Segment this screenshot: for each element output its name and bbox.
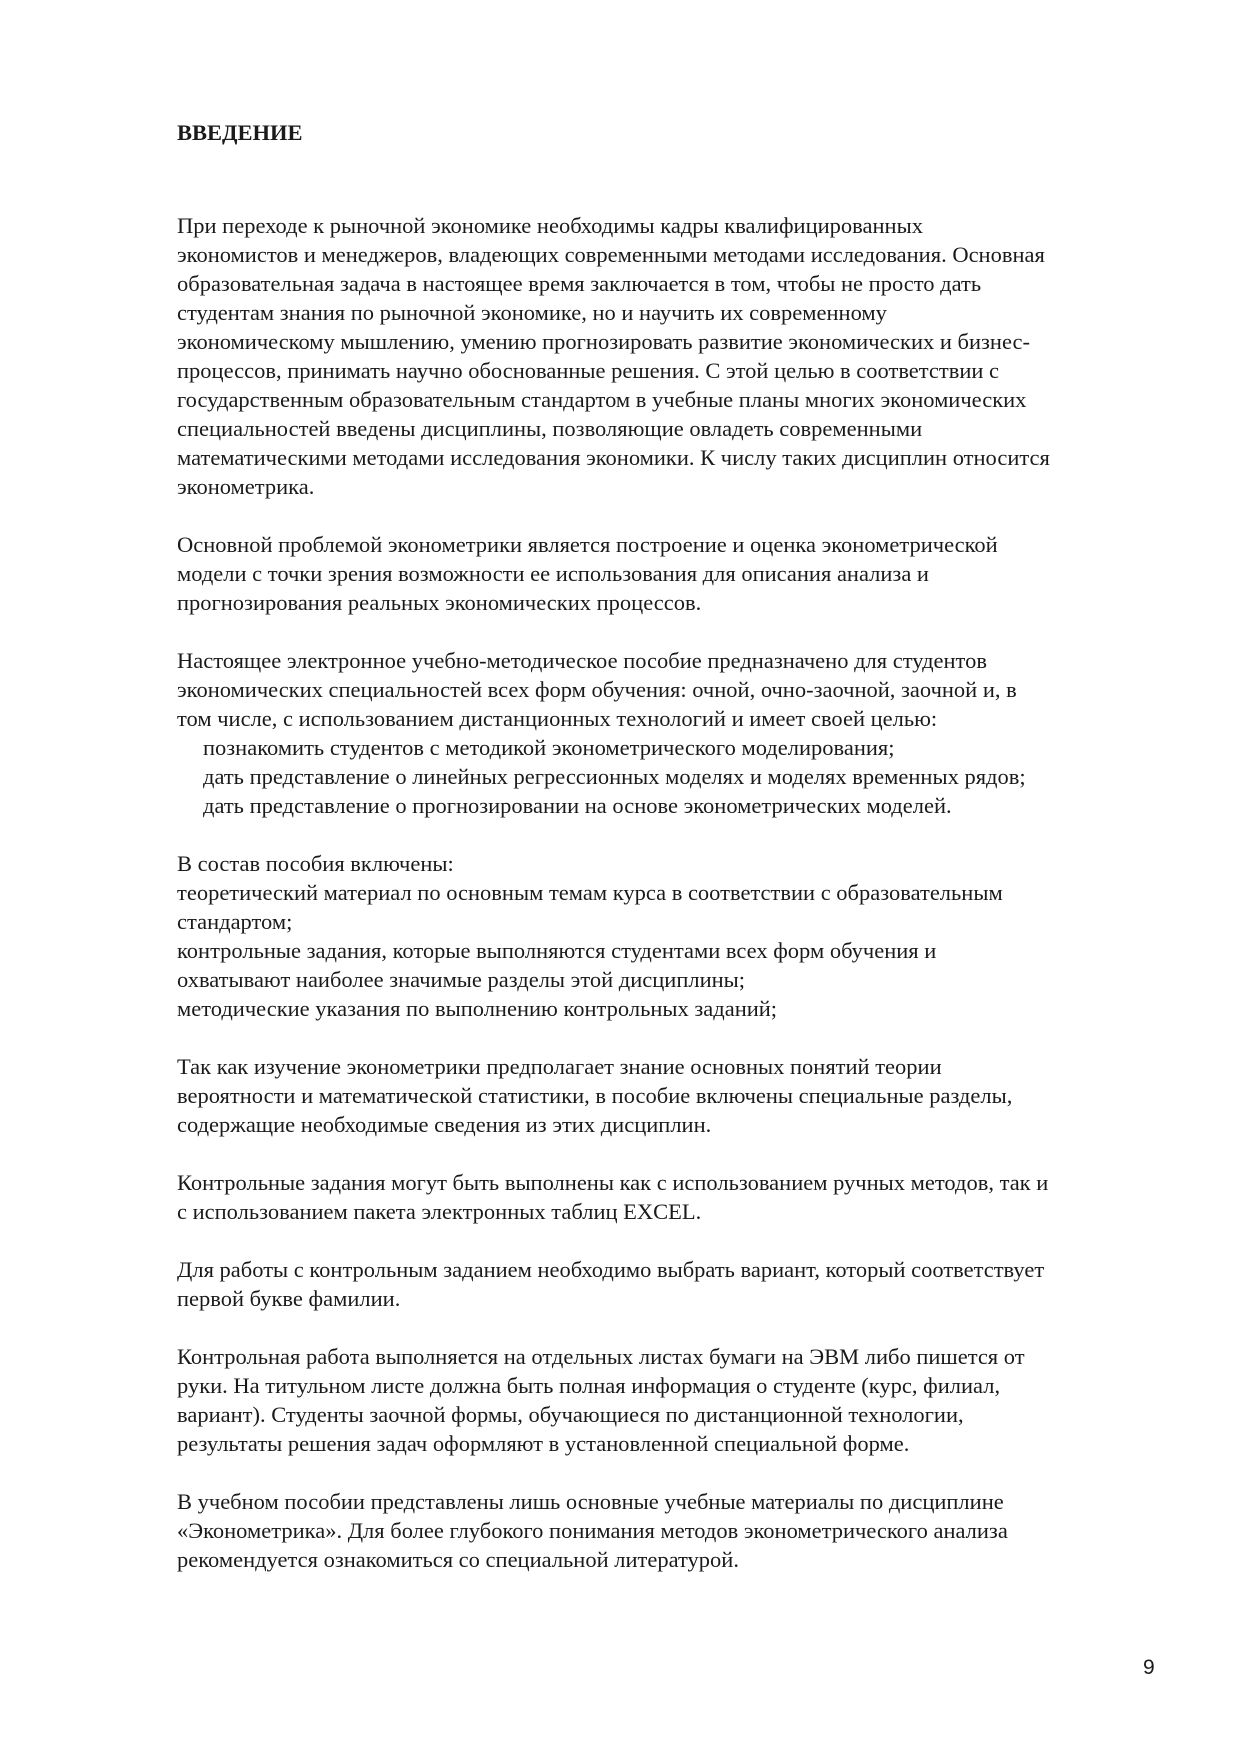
paragraph <box>177 530 1162 617</box>
text-line: руки. На титульном листе должна быть полная информация о студенте (курс, филиал, <box>177 1373 1001 1398</box>
paragraph <box>177 1052 1162 1139</box>
text-line: математическими методами исследования экономики. К числу таких дисциплин относится <box>177 445 1050 470</box>
paragraph <box>177 1168 1162 1226</box>
text-line: эконометрика. <box>177 474 315 499</box>
paragraph-gap <box>177 1139 1162 1168</box>
paragraph-gap <box>177 1313 1162 1342</box>
paragraph <box>177 1487 1162 1574</box>
paragraph-gap <box>177 820 1162 849</box>
text-line: том числе, с использованием дистанционных технологий и имеет своей целью: <box>177 706 938 731</box>
text-line: Так как изучение эконометрики предполагает знание основных понятий теории <box>177 1054 942 1079</box>
text-line: экономических специальностей всех форм обучения: очной, очно-заочной, заочной и, в <box>177 677 1017 702</box>
text-line: «Эконометрика». Для более глубокого понимания методов эконометрического анализа <box>177 1518 1008 1543</box>
text-line: методические указания по выполнению контрольных заданий; <box>177 996 778 1021</box>
text-line: образовательная задача в настоящее время заключается в том, чтобы не просто дать <box>177 271 982 296</box>
paragraph <box>177 211 1162 501</box>
text-line: вероятности и математической статистики, в пособие включены специальные разделы, <box>177 1083 1013 1108</box>
paragraph <box>177 849 1162 1023</box>
paragraph-gap <box>177 501 1162 530</box>
text-line: с использованием пакета электронных таблиц EXCEL. <box>177 1199 702 1224</box>
list-item: познакомить студентов с методикой эконометрического моделирования; <box>203 735 895 760</box>
text-line: охватывают наиболее значимые разделы этой дисциплины; <box>177 967 746 992</box>
text-line: Основной проблемой эконометрики является построение и оценка эконометрической <box>177 532 998 557</box>
text-line: При переходе к рыночной экономике необходимы кадры квалифицированных <box>177 213 923 238</box>
text-line: студентам знания по рыночной экономике, но и научить их современному <box>177 300 887 325</box>
text-line: Контрольная работа выполняется на отдельных листах бумаги на ЭВМ либо пишется от <box>177 1344 1025 1369</box>
text-line: контрольные задания, которые выполняются студентами всех форм обучения и <box>177 938 937 963</box>
paragraph <box>177 1342 1162 1458</box>
paragraph <box>177 1255 1162 1313</box>
text-line: экономистов и менеджеров, владеющих современными методами исследования. Основная <box>177 242 1045 267</box>
text-line: содержащие необходимые сведения из этих дисциплин. <box>177 1112 712 1137</box>
body-text <box>177 211 1162 1574</box>
text-line: государственным образовательным стандартом в учебные планы многих экономических <box>177 387 1027 412</box>
text-line: стандартом; <box>177 909 293 934</box>
text-line: результаты решения задач оформляют в установленной специальной форме. <box>177 1431 910 1456</box>
text-line: Контрольные задания могут быть выполнены как с использованием ручных методов, так и <box>177 1170 1049 1195</box>
list-item: дать представление о прогнозировании на основе эконометрических моделей. <box>203 793 952 818</box>
text-line: Для работы с контрольным заданием необходимо выбрать вариант, который соответствует <box>177 1257 1045 1282</box>
section-heading: ВВЕДЕНИЕ <box>177 120 303 145</box>
paragraph-gap <box>177 1023 1162 1052</box>
text-line: модели с точки зрения возможности ее использования для описания анализа и <box>177 561 929 586</box>
text-line: Настоящее электронное учебно-методическое пособие предназначено для студентов <box>177 648 987 673</box>
spacer <box>177 147 1162 211</box>
text-line: прогнозирования реальных экономических процессов. <box>177 590 702 615</box>
text-line: первой букве фамилии. <box>177 1286 401 1311</box>
list-item: дать представление о линейных регрессионных моделях и моделях временных рядов; <box>203 764 1026 789</box>
text-line: В состав пособия включены: <box>177 851 454 876</box>
paragraph-gap <box>177 617 1162 646</box>
text-line: В учебном пособии представлены лишь основные учебные материалы по дисциплине <box>177 1489 1004 1514</box>
text-line: рекомендуется ознакомиться со специальной литературой. <box>177 1547 739 1572</box>
paragraph-gap <box>177 1458 1162 1487</box>
page-number: 9 <box>1143 1656 1155 1679</box>
text-line: теоретический материал по основным темам курса в соответствии с образовательным <box>177 880 1003 905</box>
text-line: процессов, принимать научно обоснованные решения. С этой целью в соответствии с <box>177 358 1000 383</box>
paragraph <box>177 646 1162 820</box>
text-line: специальностей введены дисциплины, позволяющие овладеть современными <box>177 416 923 441</box>
text-line: экономическому мышлению, умению прогнозировать развитие экономических и бизнес- <box>177 329 1031 354</box>
document-page <box>177 118 1162 1574</box>
text-line: вариант). Студенты заочной формы, обучающиеся по дистанционной технологии, <box>177 1402 964 1427</box>
paragraph-gap <box>177 1226 1162 1255</box>
